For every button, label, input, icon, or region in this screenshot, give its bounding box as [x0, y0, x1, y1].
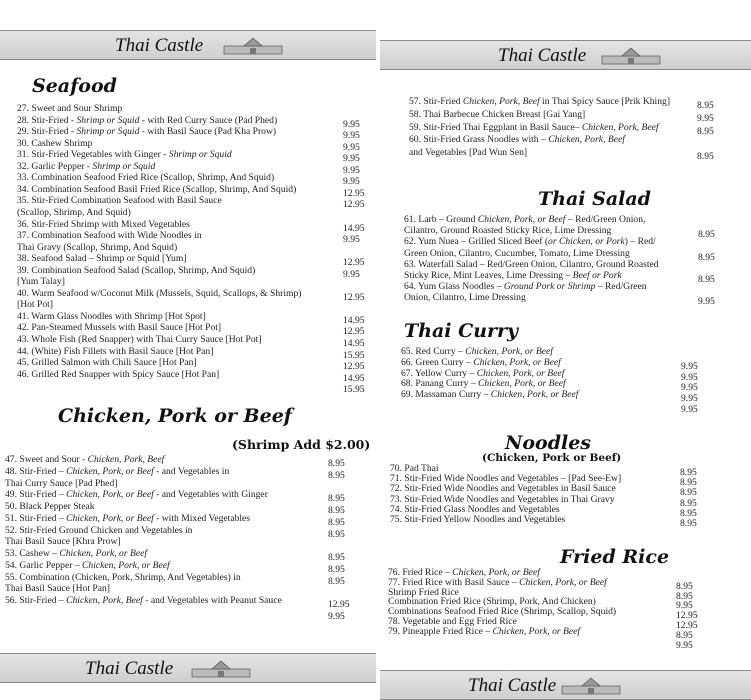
menu-item-name: 55. Combination (Chicken, Pork, Shrimp, And Vegetables) in	[5, 571, 241, 583]
menu-item-name: 48. Stir-Fried –	[5, 465, 67, 477]
menu-item-protein: Chicken, Pork, or Beef	[476, 367, 565, 379]
menu-item	[409, 96, 670, 107]
menu-item-protein: Ground Pork or Shrimp	[503, 281, 596, 293]
menu-item-price: 9.95	[676, 639, 693, 651]
menu-item	[17, 369, 219, 380]
menu-item-price: 8.95	[680, 507, 697, 519]
menu-item	[5, 466, 229, 477]
menu-item-name: Green Onion, Cilantro, Cucumber, Tomato, Lime Dressing	[404, 247, 630, 259]
menu-item-protein: Chicken, Pork, Beef	[581, 121, 659, 133]
section-title-seafood: Seafood	[32, 75, 117, 97]
menu-item-price: 8.95	[328, 528, 345, 540]
menu-item-name: 51. Stir-Fried –	[5, 512, 67, 524]
menu-item	[5, 572, 241, 583]
menu-item-name: 41. Warm Glass Noodles with Shrimp [Hot Spot]	[17, 310, 206, 322]
menu-item-protein: Chicken, Pork, Beef	[548, 134, 625, 146]
menu-item-price: 9.95	[343, 234, 360, 246]
menu-item	[17, 322, 221, 333]
menu-item-name: Combination Fried Rice (Shrimp, Pork, And Chicken)	[388, 596, 596, 608]
menu-item-price: 8.95	[328, 469, 345, 481]
menu-item-price: 8.95	[680, 477, 697, 489]
menu-item	[5, 489, 268, 500]
menu-item	[5, 595, 282, 606]
menu-item-name: Thai Curry Sauce [Pad Phed]	[5, 477, 118, 489]
menu-item-price: 8.95	[680, 487, 697, 499]
menu-item	[17, 242, 177, 253]
menu-item-detail: - and Vegetables in	[153, 465, 230, 477]
menu-item-price: 8.95	[328, 493, 345, 505]
menu-item	[401, 357, 561, 368]
menu-item-detail: ) – Red/	[624, 236, 656, 248]
menu-item-protein: Chicken, Pork, or Beef	[66, 512, 154, 524]
menu-item-price: 12.95	[676, 610, 698, 622]
menu-item-detail: - with Mixed Vegetables	[153, 512, 251, 524]
menu-item-protein: Chicken, Pork, or Beef	[59, 548, 148, 559]
menu-item-price: 12.95	[343, 361, 365, 373]
menu-item-name: 28. Stir-Fried -	[17, 114, 77, 126]
section-title-noodles: Noodles	[505, 432, 592, 454]
menu-item	[5, 548, 147, 559]
menu-item-price: 8.95	[697, 125, 714, 137]
menu-item-price: 8.95	[680, 467, 697, 478]
menu-item-detail: - with Basil Sauce (Pad Kha Prow)	[139, 126, 277, 138]
castle-icon	[560, 676, 622, 696]
menu-item	[17, 149, 232, 160]
menu-item-name: 33. Combination Seafood Fried Rice (Scallop, Shrimp, And Squid)	[17, 172, 275, 184]
menu-item-name: 60. Stir-Fried Grass Noodles with –	[409, 134, 549, 146]
menu-item-price: 15.95	[343, 384, 365, 396]
menu-item-price: 14.95	[343, 222, 365, 234]
menu-item-price: 12.95	[343, 257, 365, 269]
menu-item	[5, 525, 192, 536]
castle-icon	[222, 36, 284, 56]
menu-item-name: Combinations Seafood Fried Rice (Shrimp, Scallop, Squid)	[388, 606, 617, 618]
menu-item-price: 9.95	[343, 164, 360, 176]
menu-item-price: 8.95	[328, 552, 345, 563]
menu-item-name: 50. Black Pepper Steak	[5, 501, 95, 512]
menu-item	[17, 184, 296, 195]
menu-item-name: 47. Sweet and Sour -	[5, 454, 88, 465]
menu-item-name: 52. Stir-Fried Ground Chicken and Vegetables in	[5, 524, 193, 536]
menu-item-price: 14.95	[343, 372, 365, 384]
menu-item-detail: - and Vegetables with Peanut Sauce	[142, 595, 282, 606]
menu-item	[17, 103, 122, 114]
menu-item-name: [Hot Pot]	[17, 299, 53, 311]
menu-item-protein: Chicken, Pork, or Beef	[66, 489, 154, 501]
menu-item-price: 8.95	[698, 274, 715, 285]
menu-item	[390, 514, 565, 525]
banner-title: Thai Castle	[498, 45, 587, 66]
banner-bottom-right	[380, 670, 751, 700]
menu-item	[17, 334, 262, 345]
menu-item-name: Thai Gravy (Scallop, Shrimp, And Squid)	[17, 241, 178, 253]
menu-item-name: 76. Fried Rice –	[388, 567, 453, 578]
menu-item-price: 8.95	[698, 251, 715, 263]
menu-item-protein: Chicken, Pork, Beef	[66, 595, 143, 606]
menu-item-name: 49. Stir-Fried –	[5, 489, 67, 501]
menu-item	[17, 126, 276, 137]
menu-item-name: 57. Stir-Fried	[409, 96, 463, 107]
menu-item	[404, 292, 526, 303]
menu-item-price: 9.95	[343, 153, 360, 165]
shrimp-add-note: (Shrimp Add $2.00)	[232, 437, 371, 452]
menu-item-protein: Chicken, Pork, or Beef	[452, 567, 540, 578]
menu-item	[17, 253, 186, 264]
menu-item	[17, 311, 206, 322]
menu-item-name: Onion, Cilantro, Lime Dressing	[404, 292, 526, 304]
menu-item	[404, 270, 622, 281]
menu-item-protein: Chicken, Pork, or Beef	[477, 214, 566, 225]
menu-item-price: 8.95	[328, 505, 345, 516]
menu-item-price: 9.95	[681, 393, 698, 405]
castle-icon	[190, 659, 252, 679]
menu-item	[409, 109, 585, 120]
menu-item-price: 12.95	[343, 291, 365, 303]
menu-item-price: 8.95	[328, 563, 345, 575]
menu-item-detail: in Thai Spicy Sauce [Prik Khing]	[539, 96, 671, 107]
menu-item-price: 8.95	[697, 151, 714, 163]
menu-item-name: Shrimp Fried Rice	[388, 586, 459, 598]
menu-item-name: 70. Pad Thai	[390, 463, 439, 474]
menu-item-price: 9.95	[681, 371, 698, 383]
menu-item-price: 9.95	[343, 141, 360, 153]
menu-item-protein: Shrimp or Squid	[76, 114, 140, 126]
menu-item	[17, 115, 277, 126]
menu-item	[388, 626, 580, 637]
menu-item	[5, 513, 250, 524]
menu-item-detail: – Red/Green Onion,	[565, 214, 646, 225]
menu-item-protein: Chicken, Pork, or Beef	[66, 465, 154, 477]
menu-item-price: 12.95	[343, 199, 365, 211]
menu-item-protein: Shrimp or Squid	[76, 126, 140, 138]
menu-item	[5, 501, 95, 512]
menu-item-name: 79. Pineapple Fried Rice –	[388, 625, 493, 637]
menu-item-price: 9.95	[343, 268, 360, 280]
menu-item	[17, 230, 202, 241]
menu-item-price: 8.95	[328, 458, 345, 469]
menu-item	[17, 195, 222, 206]
banner-top-right	[380, 40, 751, 70]
menu-item	[404, 225, 611, 236]
menu-item-name: 56. Stir-Fried –	[5, 595, 67, 606]
menu-item	[17, 346, 213, 357]
menu-item-detail: - and Vegetables with Ginger	[153, 489, 268, 501]
menu-item-detail: – Red/Green	[595, 281, 647, 293]
menu-item-protein: Chicken, Pork, or Beef	[492, 625, 581, 637]
menu-item	[404, 236, 656, 247]
menu-item	[17, 357, 197, 368]
section-title-thai-curry: Thai Curry	[404, 320, 519, 342]
menu-item-name: 73. Stir-Fried Wide Noodles and Vegetables in Thai Gravy	[390, 493, 615, 505]
menu-item-price: 15.95	[343, 349, 365, 361]
menu-item-name: 59. Stir-Fried Thai Eggplant in Basil Sauce–	[409, 121, 582, 133]
menu-item-name: 58. Thai Barbecue Chicken Breast [Gai Yang]	[409, 108, 586, 120]
menu-item-name: 75. Stir-Fried Yellow Noodles and Vegetables	[390, 514, 566, 525]
menu-item	[5, 560, 170, 571]
menu-item-protein: Beef or Pork	[572, 270, 622, 281]
section-title-fried-rice: Fried Rice	[560, 546, 670, 568]
menu-item-name: 45. Grilled Salmon with Chili Sauce [Hot Pan]	[17, 357, 197, 369]
menu-item-name: 35. Stir-Fried Combination Seafood with Basil Sauce	[17, 195, 222, 207]
menu-item-price: 12.95	[343, 326, 365, 338]
menu-item-price: 14.95	[343, 314, 365, 326]
menu-item-protein: Chicken, Pork, or Beef	[478, 378, 566, 390]
menu-item-price: 9.95	[698, 296, 715, 308]
menu-item-price: 8.95	[680, 518, 697, 529]
menu-item-name: Thai Basil Sauce [Hot Pan]	[5, 583, 110, 595]
menu-item	[404, 281, 647, 292]
menu-item-price: 9.95	[343, 176, 360, 188]
menu-item-name: 53. Cashew –	[5, 548, 60, 559]
menu-item-price: 9.95	[328, 610, 345, 622]
menu-item	[404, 248, 630, 259]
menu-item	[17, 276, 65, 287]
menu-item-protein: Chicken, Pork, or Beef	[465, 346, 553, 357]
menu-item	[5, 478, 117, 489]
menu-item	[409, 122, 659, 133]
menu-item	[17, 161, 155, 172]
menu-item-name: 63. Waterfall Salad – Red/Green Onion, Cilantro, Ground Roasted	[404, 258, 659, 270]
menu-item-protein: Chicken, Pork, or Beef	[82, 559, 170, 571]
menu-item	[17, 288, 301, 299]
menu-item	[5, 536, 121, 547]
menu-item-name: 46. Grilled Red Snapper with Spicy Sauce [Hot Pan]	[17, 368, 220, 380]
menu-item-price: 9.95	[697, 112, 714, 124]
menu-item-name: 64. Yum Glass Noodles –	[404, 281, 504, 293]
menu-item-name: 61. Larb – Ground	[404, 214, 478, 225]
banner-bottom-left	[0, 653, 376, 683]
menu-item	[17, 138, 92, 149]
menu-item	[17, 207, 131, 218]
menu-item-name: Thai Basil Sauce [Khra Prow]	[5, 536, 121, 548]
menu-item-price: 9.95	[676, 600, 693, 612]
menu-item-name: 34. Combination Seafood Basil Fried Rice (Scallop, Shrimp, And Squid)	[17, 183, 297, 195]
menu-item-name: 40. Warm Seafood w/Coconut Milk (Mussels, Squid, Scallops, & Shrimp)	[17, 287, 302, 299]
menu-item-price: 14.95	[343, 338, 365, 349]
section-title-thai-salad: Thai Salad	[538, 188, 651, 210]
menu-item-name: 71. Stir-Fried Wide Noodles and Vegetables – [Pad See-Ew]	[390, 473, 622, 485]
menu-item-protein: Chicken, Pork, Beef	[87, 454, 165, 465]
menu-item-name: 42. Pan-Steamed Mussels with Basil Sauce [Hot Pot]	[17, 322, 222, 334]
section-title-chicken-pork-beef: Chicken, Pork or Beef	[58, 405, 292, 427]
menu-item-name: 30. Cashew Shrimp	[17, 137, 93, 149]
menu-item-price: 8.95	[328, 575, 345, 587]
menu-item-name: 32. Garlic Pepper -	[17, 160, 93, 172]
menu-item-protein: Chicken, Pork, or Beef	[473, 356, 561, 368]
banner-title: Thai Castle	[115, 35, 204, 56]
noodles-note: (Chicken, Pork or Beef)	[482, 452, 622, 464]
menu-item-price: 8.95	[676, 590, 693, 602]
menu-item	[404, 259, 659, 270]
menu-item-price: 12.95	[343, 187, 365, 199]
menu-item	[409, 147, 527, 158]
menu-item-name: 38. Seafood Salad – Shrimp or Squid [Yum]	[17, 253, 187, 265]
menu-item	[17, 265, 255, 276]
menu-item-name: 39. Combination Seafood Salad (Scallop, Shrimp, And Squid)	[17, 264, 256, 276]
menu-item-price: 9.95	[343, 118, 360, 130]
menu-item-price: 8.95	[697, 100, 714, 111]
menu-item-price: 8.95	[676, 580, 693, 592]
menu-item-name: 66. Green Curry –	[401, 356, 474, 368]
menu-item-price: 8.95	[680, 497, 697, 509]
menu-item-name: 31. Stir-Fried Vegetables with Ginger -	[17, 149, 169, 161]
menu-item	[401, 346, 553, 357]
menu-item-price: 8.95	[676, 629, 693, 641]
menu-item-name: 43. Whole Fish (Red Snapper) with Thai Curry Sauce [Hot Pot]	[17, 334, 262, 345]
menu-item	[17, 219, 190, 230]
menu-item-name: [Yum Talay]	[17, 276, 65, 288]
menu-item-protein: Shrimp or Squid	[168, 149, 232, 161]
menu-item	[5, 583, 110, 594]
menu-item-protein: Chicken, Pork, Beef	[462, 96, 540, 107]
menu-item-price: 9.95	[681, 382, 698, 394]
menu-item	[401, 378, 566, 389]
menu-item-name: 78. Vegetable and Egg Fried Rice	[388, 616, 517, 627]
banner-top-left	[0, 30, 376, 60]
menu-item-name: 69. Massaman Curry –	[401, 389, 491, 401]
menu-item	[401, 368, 564, 379]
menu-item	[17, 299, 53, 310]
menu-item-price: 8.95	[328, 516, 345, 528]
menu-item	[404, 214, 645, 225]
menu-item	[401, 389, 578, 400]
menu-item-protein: Shrimp or Squid	[92, 160, 156, 172]
menu-item-price: 9.95	[681, 404, 698, 415]
castle-icon	[600, 46, 662, 66]
menu-item-name: 77. Fried Rice with Basil Sauce –	[388, 576, 520, 588]
menu-item-name: 54. Garlic Pepper –	[5, 559, 82, 571]
menu-item-name: Cilantro, Ground Roasted Sticky Rice, Lime Dressing	[404, 225, 612, 237]
menu-item-name: 36. Stir-Fried Shrimp with Mixed Vegetables	[17, 218, 190, 230]
menu-item	[409, 134, 625, 145]
menu-item	[5, 454, 164, 465]
banner-title: Thai Castle	[85, 658, 174, 679]
menu-item-name: 29. Stir-Fried -	[17, 126, 77, 138]
menu-item-price: 9.95	[681, 360, 698, 372]
menu-item-name: 65. Red Curry –	[401, 346, 466, 357]
menu-item-name: 27. Sweet and Sour Shrimp	[17, 103, 123, 114]
menu-item-price: 9.95	[343, 130, 360, 142]
menu-item-detail: - with Red Curry Sauce (Pad Phed)	[139, 114, 278, 126]
menu-item-name: (Scallop, Shrimp, And Squid)	[17, 206, 131, 218]
menu-item-protein: Chicken, Pork, or Beef	[490, 389, 579, 401]
menu-item-name: 74. Stir-Fried Glass Noodles and Vegetables	[390, 503, 560, 515]
menu-item-name: 67. Yellow Curry –	[401, 367, 477, 379]
menu-item-protein: or Chicken, or Pork	[548, 236, 625, 248]
menu-item-name: 62. Yum Nuea – Grilled Sliced Beef (	[404, 236, 549, 248]
menu-item-name: 44. (White) Fish Fillets with Basil Sauce [Hot Pan]	[17, 345, 214, 357]
menu-item-name: Sticky Rice, Mint Leaves, Lime Dressing –	[404, 270, 573, 281]
menu-item-price: 12.95	[676, 620, 698, 631]
menu-item-protein: Chicken, Pork, or Beef	[519, 576, 607, 588]
menu-item-price: 12.95	[328, 599, 350, 610]
banner-title: Thai Castle	[468, 675, 557, 696]
menu-item-name: and Vegetables [Pad Wun Sen]	[409, 147, 528, 159]
menu-item-name: 68. Panang Curry –	[401, 378, 479, 390]
menu-item-price: 8.95	[698, 229, 715, 241]
menu-item-name: 72. Stir-Fried Wide Noodles and Vegetables in Basil Sauce	[390, 483, 616, 495]
menu-item-name: 37. Combination Seafood with Wide Noodles in	[17, 230, 202, 242]
menu-item	[17, 172, 274, 183]
